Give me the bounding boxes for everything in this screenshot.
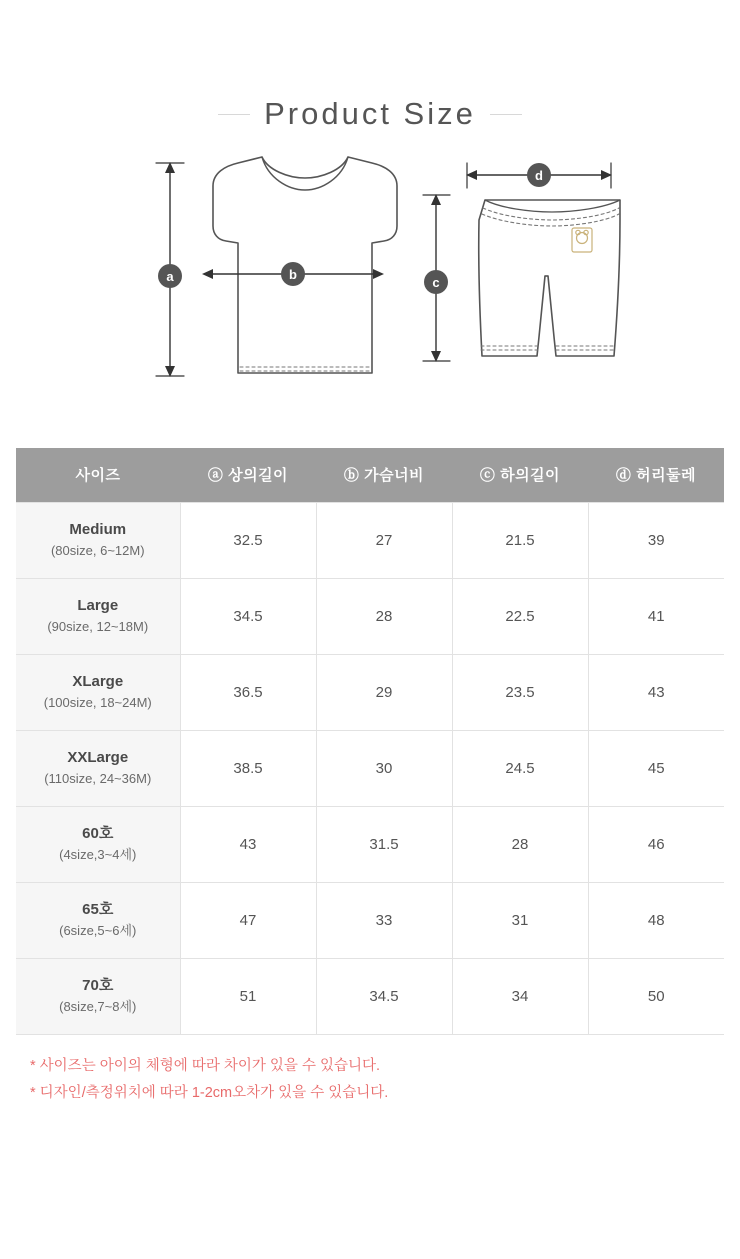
table-row (16, 730, 724, 806)
table-row (16, 654, 724, 730)
cell-chest-width: 29 (316, 654, 452, 730)
cell-waist: 41 (588, 578, 724, 654)
cell-top-length: 32.5 (180, 502, 316, 578)
size-diagram (0, 148, 740, 448)
size-table-head (16, 448, 724, 502)
row-size-sub: (6size,5~6세) (59, 923, 137, 939)
row-size-sub: (110size, 24~36M) (44, 771, 152, 787)
row-label-cell (16, 654, 180, 730)
cell-top-length: 47 (180, 882, 316, 958)
row-label-cell (16, 806, 180, 882)
cell-chest-width: 31.5 (316, 806, 452, 882)
row-label-cell (16, 502, 180, 578)
table-row (16, 806, 724, 882)
marker-c-label: c (432, 275, 440, 290)
row-label-cell (16, 730, 180, 806)
cell-bottom-length: 31 (452, 882, 588, 958)
marker-b-label: b (289, 267, 297, 282)
shorts-waistband-stitch (482, 208, 619, 226)
page-title: Product Size (250, 96, 490, 132)
cell-chest-width: 30 (316, 730, 452, 806)
cell-chest-width: 34.5 (316, 958, 452, 1034)
column-header-size: 사이즈 (16, 448, 180, 502)
page-title-section (0, 86, 740, 142)
table-row (16, 958, 724, 1034)
cell-waist: 45 (588, 730, 724, 806)
table-row (16, 882, 724, 958)
row-label-cell (16, 882, 180, 958)
column-header-top-length: ⓐ 상의길이 (180, 448, 316, 502)
row-size-sub: (80size, 6~12M) (50, 543, 145, 559)
row-size-sub: (100size, 18~24M) (43, 695, 152, 711)
marker-a-label: a (166, 269, 174, 284)
row-size-name: 60호 (82, 824, 114, 842)
cell-waist: 50 (588, 958, 724, 1034)
cell-bottom-length: 22.5 (452, 578, 588, 654)
cell-top-length: 43 (180, 806, 316, 882)
cell-chest-width: 28 (316, 578, 452, 654)
column-header-waist: ⓓ 허리둘레 (588, 448, 724, 502)
cell-bottom-length: 21.5 (452, 502, 588, 578)
row-size-sub: (4size,3~4세) (59, 847, 137, 863)
note-line-1: * 사이즈는 아이의 체형에 따라 차이가 있을 수 있습니다. (30, 1057, 381, 1074)
cell-top-length: 51 (180, 958, 316, 1034)
shorts-illustration (479, 200, 620, 356)
bear-tag-icon (572, 228, 592, 252)
cell-bottom-length: 34 (452, 958, 588, 1034)
top-hem-stitch (240, 367, 370, 371)
table-row (16, 578, 724, 654)
cell-top-length: 36.5 (180, 654, 316, 730)
row-label-cell (16, 958, 180, 1034)
row-size-sub: (8size,7~8세) (59, 999, 137, 1015)
size-table (16, 448, 724, 1035)
column-header-bottom-length: ⓒ 하의길이 (452, 448, 588, 502)
cell-top-length: 38.5 (180, 730, 316, 806)
row-size-name: Medium (69, 520, 127, 538)
row-size-sub: (90size, 12~18M) (47, 619, 149, 635)
row-size-name: XLarge (72, 672, 124, 690)
table-row (16, 502, 724, 578)
garment-measurement-diagram (0, 148, 740, 438)
row-size-name: 70호 (82, 976, 114, 994)
cell-waist: 48 (588, 882, 724, 958)
cell-chest-width: 33 (316, 882, 452, 958)
cell-top-length: 34.5 (180, 578, 316, 654)
cell-bottom-length: 28 (452, 806, 588, 882)
column-header-chest-width: ⓑ 가슴너비 (316, 448, 452, 502)
row-label-cell (16, 578, 180, 654)
sleeveless-top-illustration (213, 157, 397, 373)
note-line-2: * 디자인/측정위치에 따라 1-2cm오차가 있을 수 있습니다. (30, 1085, 389, 1102)
cell-waist: 43 (588, 654, 724, 730)
row-size-name: Large (77, 596, 119, 614)
cell-chest-width: 27 (316, 502, 452, 578)
cell-waist: 39 (588, 502, 724, 578)
shorts-hem-stitch (481, 346, 614, 350)
row-size-name: XXLarge (67, 748, 129, 766)
notes-section (16, 1053, 724, 1108)
marker-d-label: d (535, 168, 543, 183)
size-table-body (16, 502, 724, 1034)
cell-bottom-length: 23.5 (452, 654, 588, 730)
cell-waist: 46 (588, 806, 724, 882)
table-header-row (16, 448, 724, 502)
row-size-name: 65호 (82, 900, 114, 918)
cell-bottom-length: 24.5 (452, 730, 588, 806)
